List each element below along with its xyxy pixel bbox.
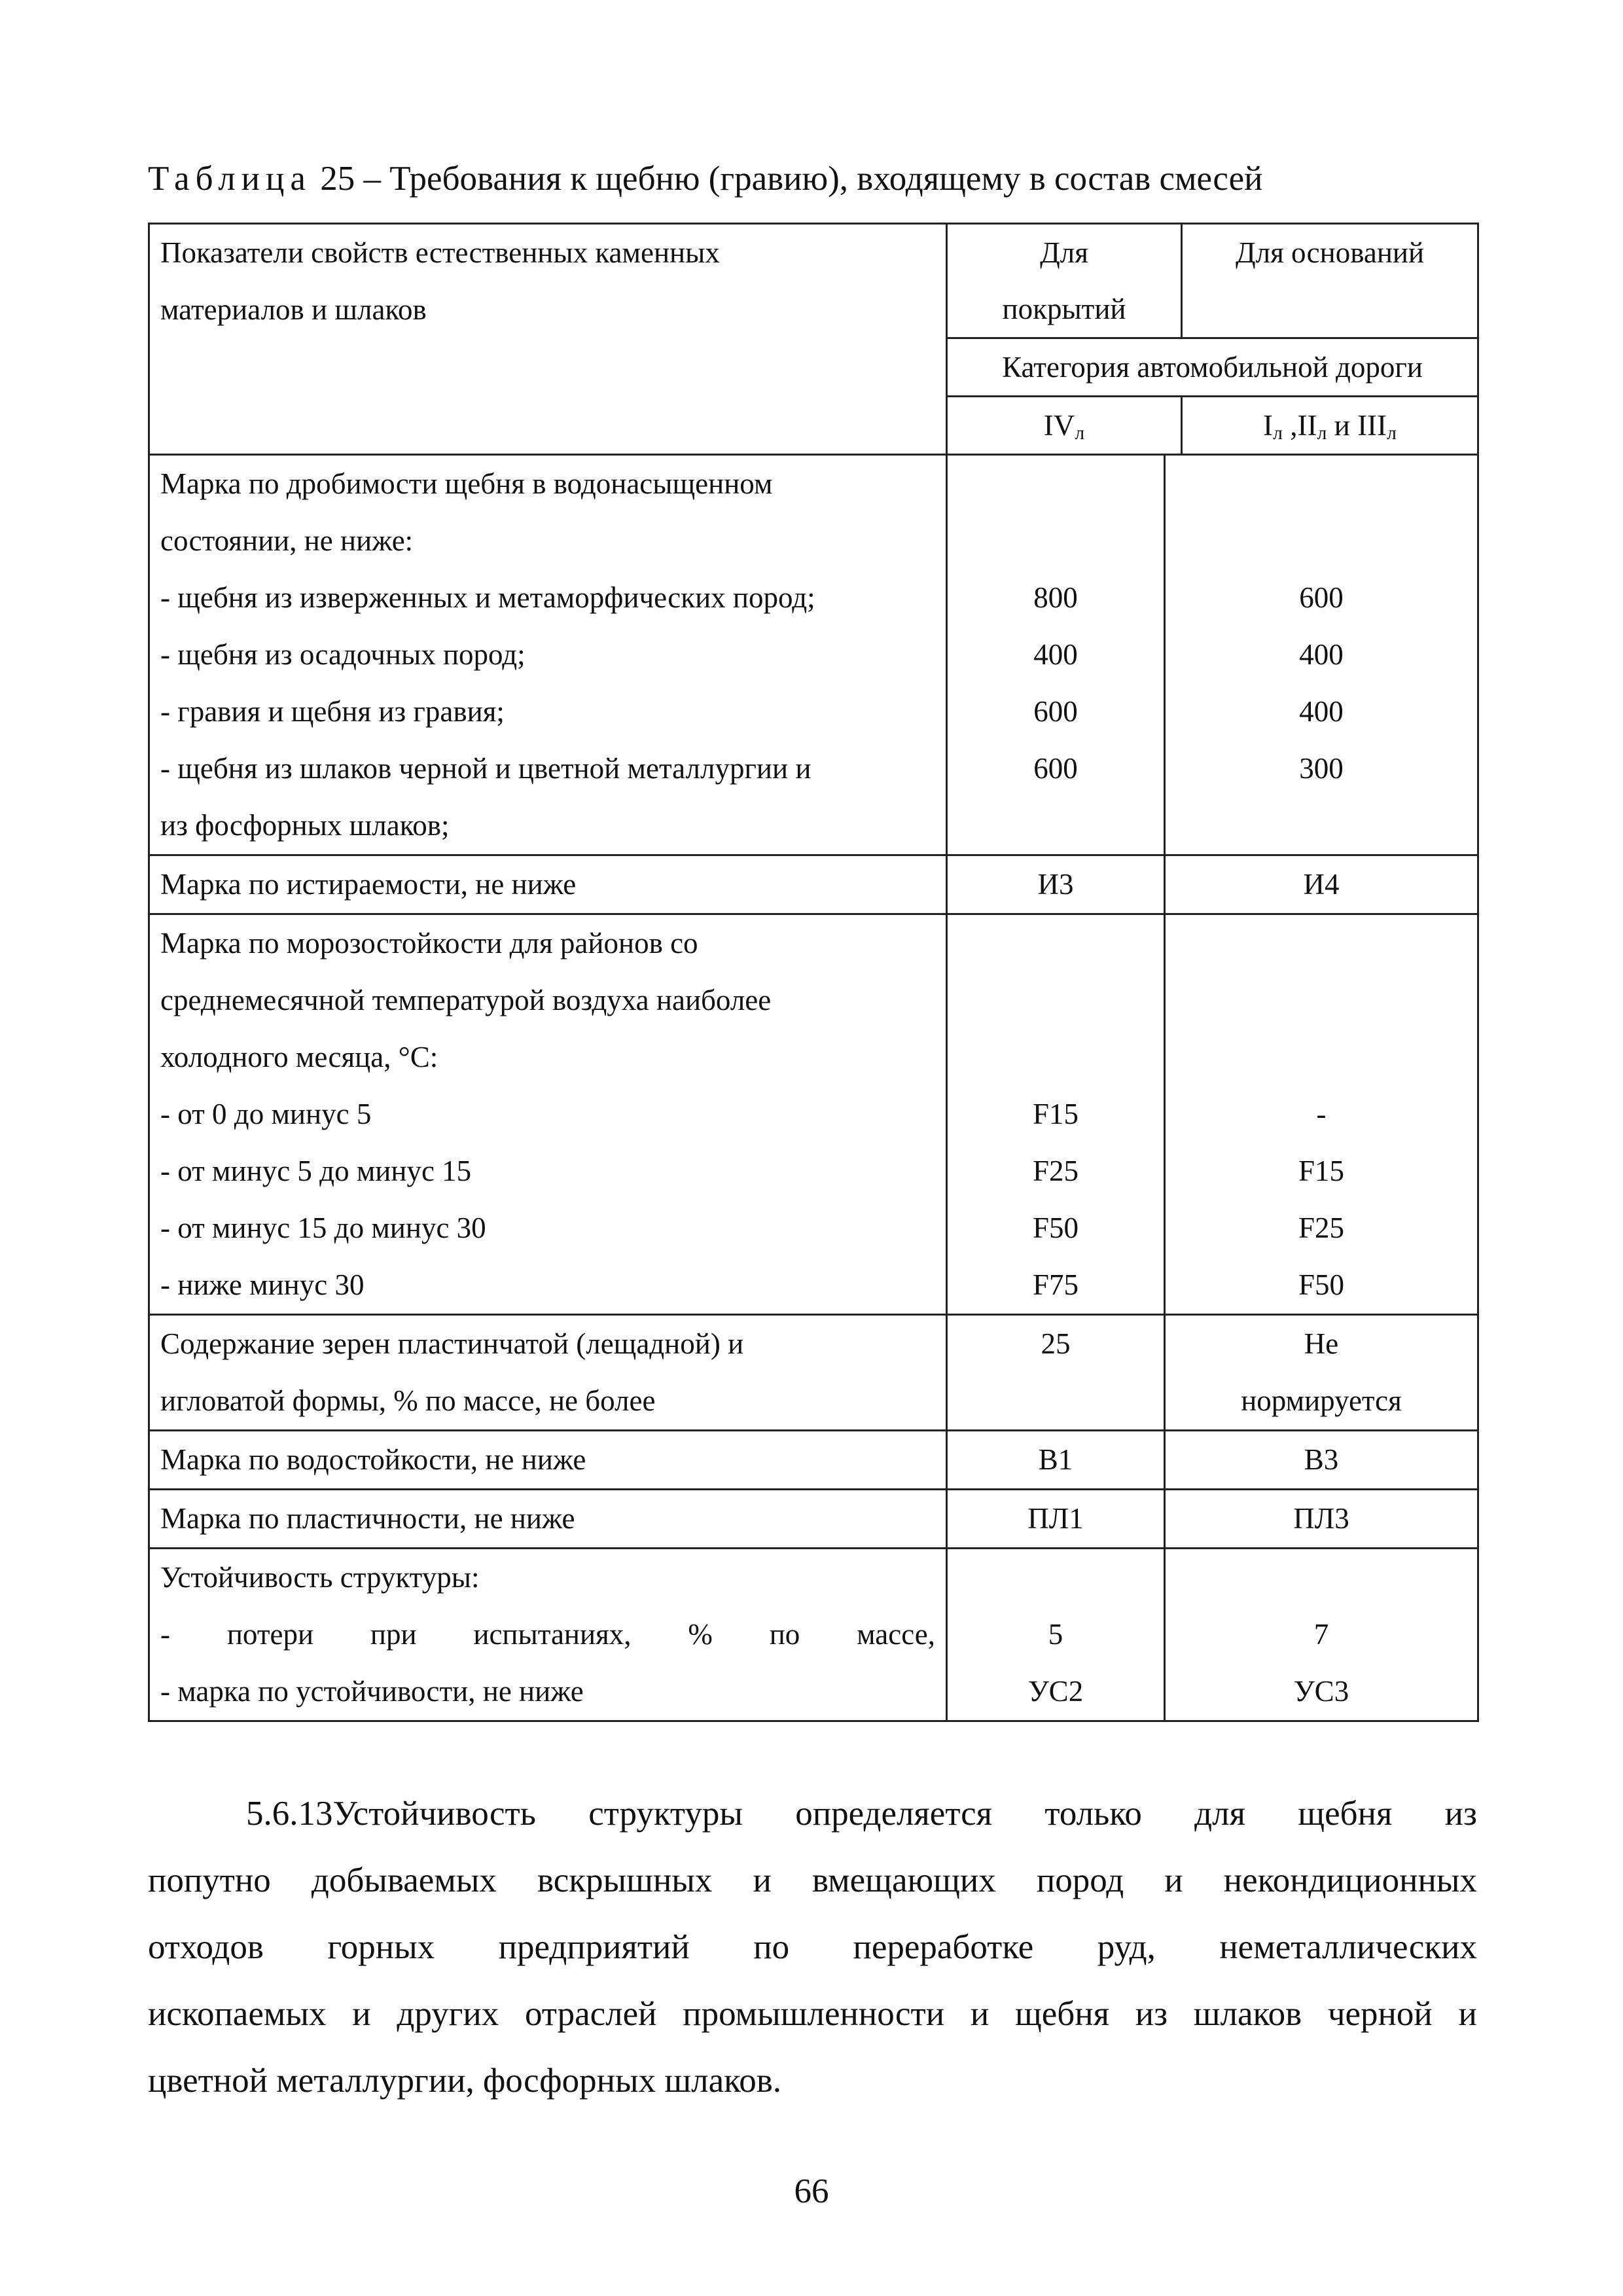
paragraph-line: ископаемых и других отраслей промышленности и щебня из шлаков черной и [148, 1995, 1477, 2033]
frost-line: - от минус 5 до минус 15 [160, 1155, 472, 1187]
plasticity-label: Марка по пластичности, не ниже [160, 1502, 575, 1535]
header-coatings-line: покрытий [1002, 293, 1126, 325]
crushing-coatings-value: 800 [1033, 581, 1078, 614]
stability-bases-cell [1165, 1549, 1478, 1721]
frost-bases-value: F50 [1298, 1268, 1345, 1301]
header-indicator-cell [149, 224, 947, 455]
category-bases-value: $I_л$ $,II_л$ и $III_л$ [1263, 409, 1397, 444]
header-coatings-cell [947, 224, 1182, 338]
crushing-label-cell [149, 455, 947, 855]
crushing-line: из фосфорных шлаков; [160, 809, 450, 842]
stability-label-cell [149, 1549, 947, 1721]
frost-bases-cell [1165, 914, 1478, 1315]
header-indicator-line: материалов и шлаков [160, 293, 427, 326]
frost-coatings-value: F25 [1032, 1155, 1079, 1187]
crushing-bases-value: 600 [1299, 581, 1344, 614]
stability-bases-value: 7 [1313, 1618, 1329, 1651]
crushing-bases-cell [1165, 455, 1478, 855]
flaky-coatings-cell [947, 1315, 1165, 1431]
paragraph-line: цветной металлургии, фосфорных шлаков. [148, 2062, 781, 2100]
table-caption-text: 25 – Требования к щебню (гравию), входящему в состав смесей [311, 160, 1263, 198]
frost-line: среднемесячной температурой воздуха наиболее [160, 984, 772, 1016]
table-row [149, 855, 1478, 914]
water-bases-cell [1165, 1431, 1478, 1490]
frost-bases-value: F15 [1298, 1155, 1345, 1187]
table-row [149, 1431, 1478, 1490]
stability-coatings-value: 5 [1048, 1618, 1063, 1651]
water-coatings-cell [947, 1431, 1165, 1490]
frost-coatings-value: F50 [1032, 1211, 1079, 1244]
frost-coatings-value: F15 [1032, 1098, 1079, 1130]
abrasion-bases-cell [1165, 855, 1478, 914]
crushing-line: - гравия и щебня из гравия; [160, 695, 505, 728]
paragraph-line: попутно добываемых вскрышных и вмещающих пород и некондиционных [148, 1861, 1477, 1899]
header-indicator-line: Показатели свойств естественных каменных [160, 236, 720, 269]
header-category-bases-cell [1182, 397, 1478, 455]
header-road-category-label: Категория автомобильной дороги [1002, 351, 1423, 384]
table-row [149, 1315, 1478, 1431]
header-row [149, 224, 1478, 338]
abrasion-coatings-cell [947, 855, 1165, 914]
stability-line: Устойчивость структуры: [160, 1561, 480, 1594]
table-row [149, 455, 1478, 855]
stability-line: - потери при испытаниях, % по массе, [160, 1618, 935, 1651]
crushing-coatings-value: 600 [1033, 752, 1078, 785]
table-row [149, 914, 1478, 1315]
abrasion-label-cell [149, 855, 947, 914]
frost-coatings-value: F75 [1032, 1268, 1079, 1301]
abrasion-label: Марка по истираемости, не ниже [160, 868, 577, 901]
header-category-coatings-cell [947, 397, 1182, 455]
frost-bases-value: F25 [1298, 1211, 1345, 1244]
water-label: Марка по водостойкости, не ниже [160, 1443, 586, 1476]
frost-line: - от минус 15 до минус 30 [160, 1211, 486, 1244]
flaky-bases-value: нормируется [1241, 1384, 1402, 1417]
table-row [149, 1549, 1478, 1721]
table-caption-label: Таблица [148, 160, 312, 198]
crushing-bases-value: 400 [1299, 695, 1344, 728]
frost-line: Марка по морозостойкости для районов со [160, 927, 698, 960]
crushing-line: Марка по дробимости щебня в водонасыщенном [160, 467, 773, 500]
stability-line: - марка по устойчивости, не ниже [160, 1675, 584, 1708]
requirements-table [148, 223, 1479, 1722]
plasticity-coatings-cell [947, 1490, 1165, 1549]
stability-bases-value: УС3 [1293, 1675, 1349, 1708]
crushing-line: - щебня из осадочных пород; [160, 638, 526, 671]
frost-line: холодного месяца, °С: [160, 1041, 438, 1073]
frost-line: - ниже минус 30 [160, 1268, 365, 1301]
crushing-bases-value: 300 [1299, 752, 1344, 785]
crushing-line: - щебня из изверженных и метаморфических пород; [160, 581, 815, 614]
flaky-coatings-value: 25 [1041, 1327, 1071, 1360]
flaky-bases-value: Не [1304, 1327, 1339, 1360]
flaky-line: Содержание зерен пластинчатой (лещадной) и [160, 1327, 744, 1360]
table-row [149, 1490, 1478, 1549]
paragraph-line: отходов горных предприятий по переработке руд, неметаллических [148, 1928, 1477, 1966]
crushing-line: - щебня из шлаков черной и цветной металлургии и [160, 752, 812, 785]
header-bases-label: Для оснований [1235, 236, 1425, 269]
frost-label-cell [149, 914, 947, 1315]
plasticity-coatings-value: ПЛ1 [1027, 1502, 1084, 1535]
frost-bases-value: - [1316, 1098, 1327, 1130]
header-bases-cell [1182, 224, 1478, 338]
water-label-cell [149, 1431, 947, 1490]
page-number: 66 [794, 2172, 829, 2210]
plasticity-bases-value: ПЛ3 [1293, 1502, 1349, 1535]
category-coatings-value: $IV_л$ [1043, 409, 1085, 444]
stability-coatings-cell [947, 1549, 1165, 1721]
flaky-label-cell [149, 1315, 947, 1431]
crushing-coatings-value: 600 [1033, 695, 1078, 728]
water-bases-value: В3 [1304, 1443, 1339, 1476]
crushing-bases-value: 400 [1299, 638, 1344, 671]
abrasion-coatings-value: И3 [1037, 868, 1074, 901]
frost-coatings-cell [947, 914, 1165, 1315]
stability-coatings-value: УС2 [1027, 1675, 1084, 1708]
crushing-coatings-value: 400 [1033, 638, 1078, 671]
plasticity-bases-cell [1165, 1490, 1478, 1549]
flaky-line: игловатой формы, % по массе, не более [160, 1384, 656, 1417]
plasticity-label-cell [149, 1490, 947, 1549]
flaky-bases-cell [1165, 1315, 1478, 1431]
paragraph-line: 5.6.13Устойчивость структуры определяется только для щебня из [246, 1795, 1477, 1833]
crushing-line: состоянии, не ниже: [160, 524, 414, 557]
abrasion-bases-value: И4 [1303, 868, 1340, 901]
crushing-coatings-cell [947, 455, 1165, 855]
header-road-category-cell [947, 338, 1478, 397]
table-caption [148, 156, 1262, 202]
frost-line: - от 0 до минус 5 [160, 1098, 372, 1130]
header-coatings-line: Для [1040, 236, 1088, 269]
water-coatings-value: В1 [1038, 1443, 1073, 1476]
body-paragraph [148, 1780, 1477, 2114]
